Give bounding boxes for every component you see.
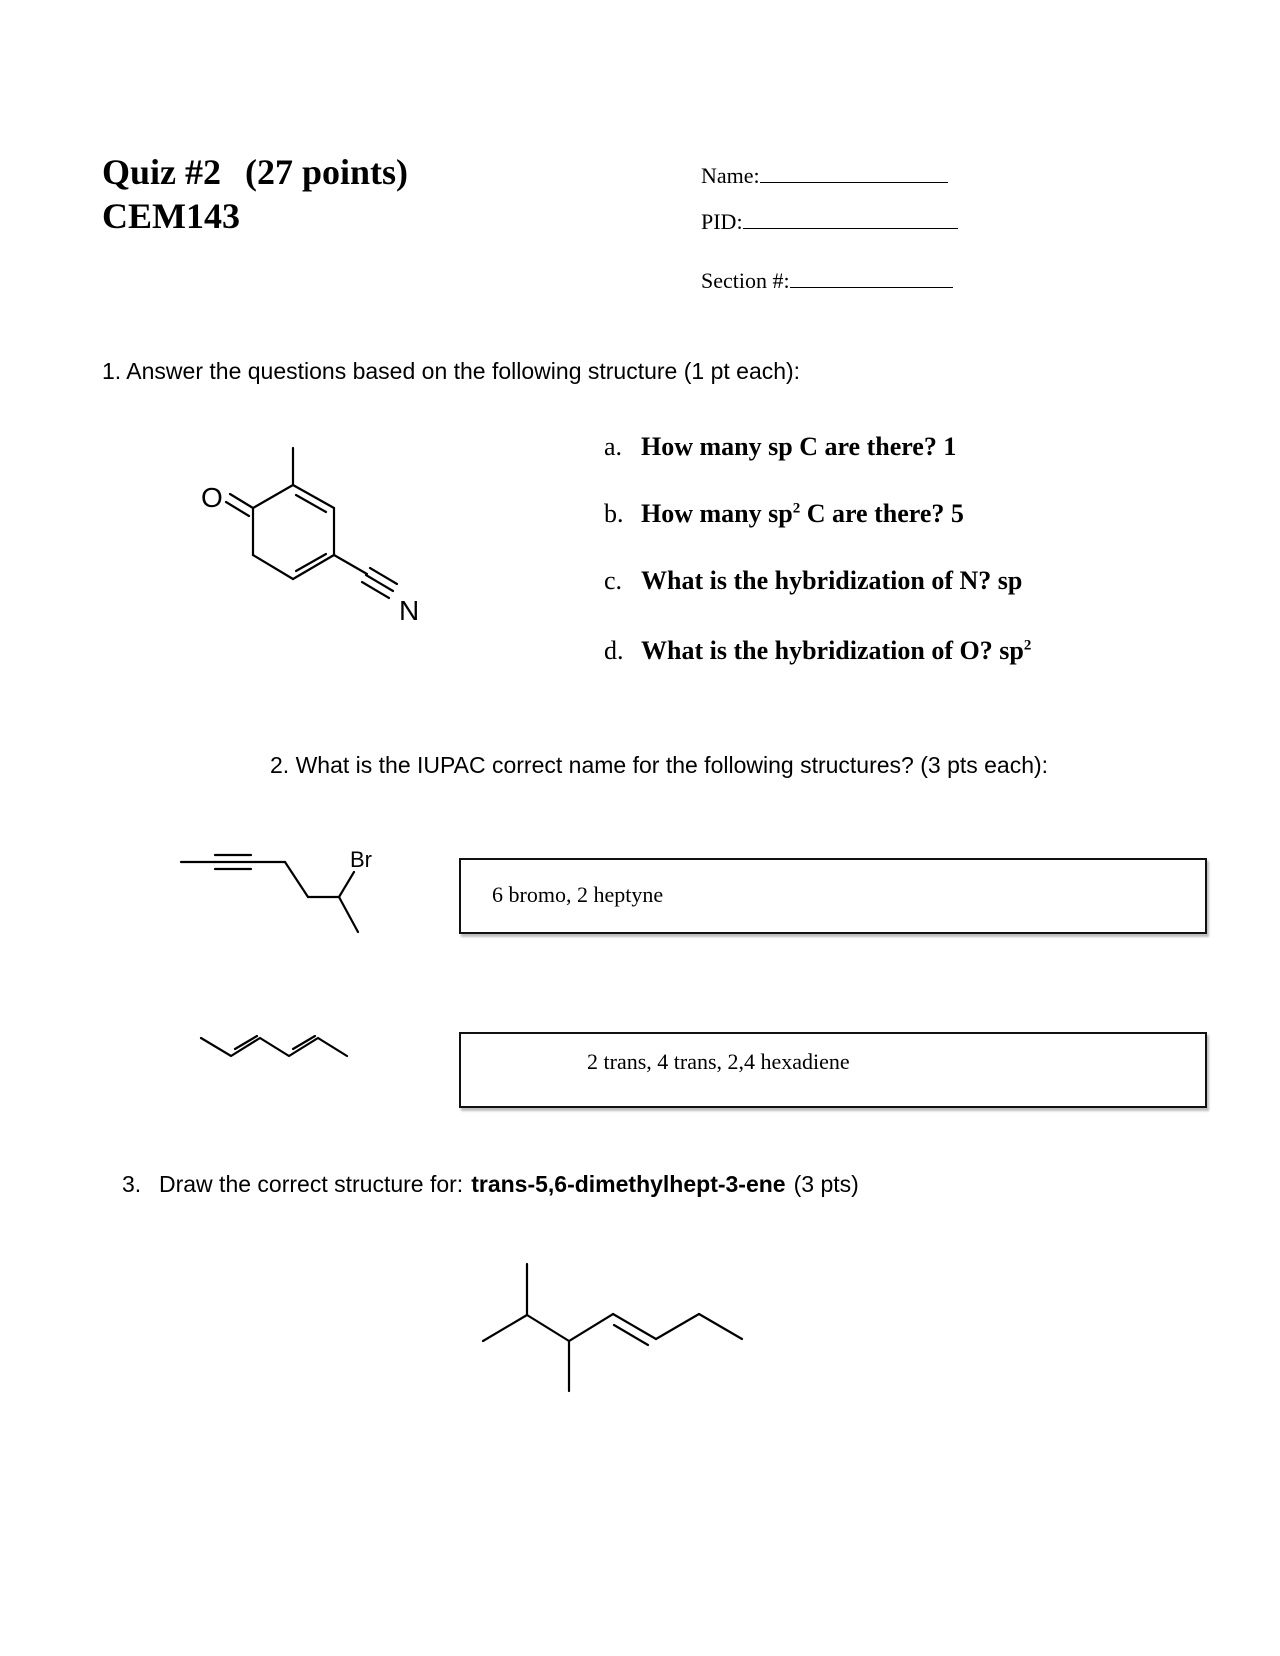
chain-bond [656,1314,699,1339]
chain-bond [569,1314,613,1341]
question-1b-text-after: C are there? 5 [800,499,964,528]
bromine-label: Br [350,847,372,872]
question-1b-letter: b. [604,499,624,528]
double-bond-inner [614,1325,648,1345]
quiz-points: (27 points) [245,152,409,192]
answer-2-text: 2 trans, 4 trans, 2,4 hexadiene [587,1049,850,1074]
question-3-text: Draw the correct structure for: [159,1171,464,1197]
question-1c-text: What is the hybridization of N? sp [641,566,1023,595]
question-1b-text: How many sp [641,499,793,528]
question-1d-text: What is the hybridization of O? sp [641,636,1024,665]
section-label: Section #: [701,268,790,293]
nitrogen-label: N [399,595,420,626]
question-1a-text: How many sp C are there? 1 [641,432,957,461]
question-1d-letter: d. [604,636,624,665]
question-1c-letter: c. [604,566,623,595]
question-2-prompt: 2. What is the IUPAC correct name for the following structures? (3 pts each): [270,752,1049,778]
alkene-double-bond [613,1314,656,1339]
question-1a-letter: a. [604,432,623,461]
answer-1-text: 6 bromo, 2 heptyne [492,882,664,907]
chain-bond [483,1315,527,1341]
chain-bond [527,1315,569,1341]
chain-bond [699,1314,742,1339]
question-1-prompt: 1. Answer the questions based on the following structure (1 pt each): [102,358,801,384]
quiz-title-text: Quiz #2 [102,152,222,192]
question-1b-superscript: 2 [792,500,801,517]
oxygen-label: O [201,482,223,513]
pid-label: PID: [701,209,743,234]
course-code: CEM143 [102,196,240,236]
question-3-compound: trans-5,6-dimethylhept-3-ene [471,1171,786,1197]
question-3-number: 3. [122,1171,142,1197]
question-1d-superscript: 2 [1023,637,1032,654]
name-label: Name: [701,163,760,188]
question-3-points: (3 pts) [793,1171,859,1197]
